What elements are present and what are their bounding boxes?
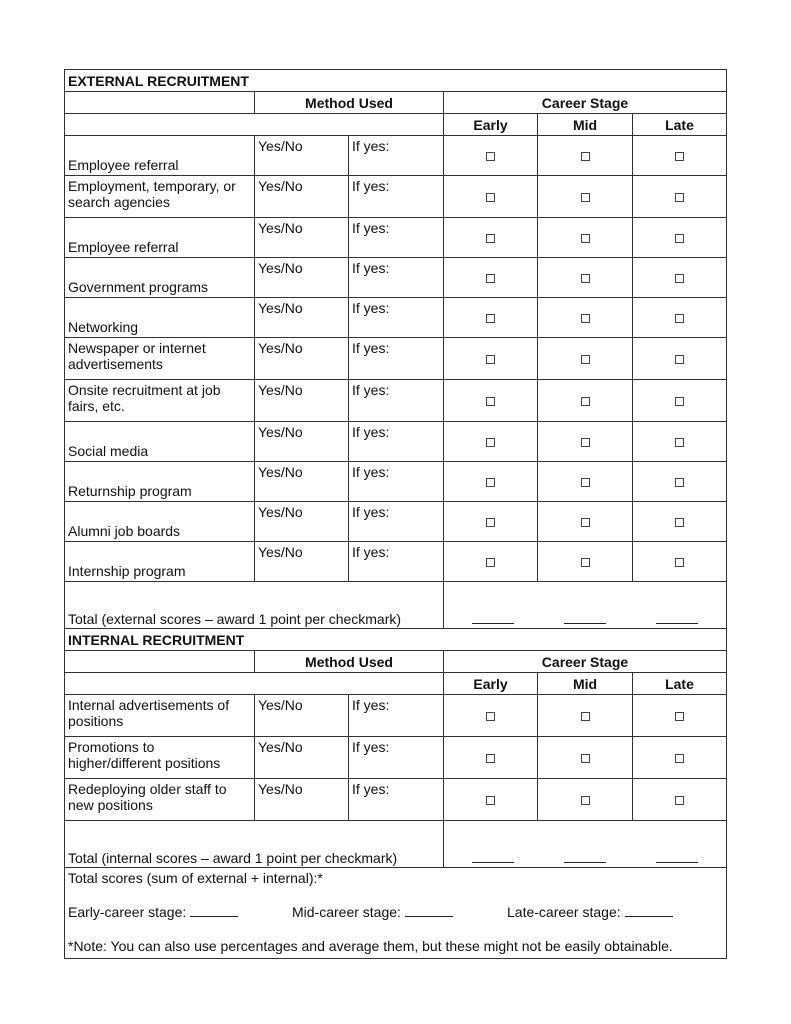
early-checkbox[interactable] xyxy=(486,274,495,283)
external-total-late-field[interactable] xyxy=(656,623,698,624)
stage-late-header: Late xyxy=(633,114,727,136)
yes-no-field[interactable]: Yes/No xyxy=(255,176,349,218)
mid-checkbox-cell xyxy=(538,502,633,542)
late-checkbox[interactable] xyxy=(675,274,684,283)
method-label: Employee referral xyxy=(65,218,255,258)
table-row xyxy=(65,176,727,218)
mid-stage-field[interactable] xyxy=(405,916,453,917)
table-row xyxy=(65,338,727,380)
external-section-title: EXTERNAL RECRUITMENT xyxy=(65,70,727,92)
blank-subheader-cell xyxy=(65,673,444,695)
table-row xyxy=(65,502,727,542)
table-row xyxy=(65,542,727,582)
mid-checkbox[interactable] xyxy=(581,397,590,406)
early-checkbox-cell xyxy=(444,542,538,582)
table-row xyxy=(65,737,727,779)
late-checkbox[interactable] xyxy=(675,193,684,202)
late-checkbox-cell xyxy=(633,737,727,779)
mid-checkbox[interactable] xyxy=(581,518,590,527)
late-checkbox-cell xyxy=(633,779,727,821)
mid-checkbox[interactable] xyxy=(581,193,590,202)
yes-no-field[interactable]: Yes/No xyxy=(255,695,349,737)
late-checkbox-cell xyxy=(633,380,727,422)
early-checkbox[interactable] xyxy=(486,518,495,527)
career-stage-header: Career Stage xyxy=(444,651,727,673)
late-checkbox[interactable] xyxy=(675,397,684,406)
table-row xyxy=(65,218,727,258)
method-label: Internship program xyxy=(65,542,255,582)
mid-checkbox-cell xyxy=(538,737,633,779)
method-label: Newspaper or internet advertisements xyxy=(65,338,255,380)
table-row xyxy=(65,779,727,821)
mid-checkbox-cell xyxy=(538,380,633,422)
early-checkbox-cell xyxy=(444,422,538,462)
mid-checkbox[interactable] xyxy=(581,314,590,323)
early-checkbox-cell xyxy=(444,502,538,542)
table-row xyxy=(65,258,727,298)
mid-checkbox-cell xyxy=(538,695,633,737)
late-checkbox-cell xyxy=(633,542,727,582)
yes-no-field[interactable]: Yes/No xyxy=(255,298,349,338)
late-checkbox-cell xyxy=(633,462,727,502)
late-checkbox[interactable] xyxy=(675,478,684,487)
method-label: Onsite recruitment at job fairs, etc. xyxy=(65,380,255,422)
early-checkbox[interactable] xyxy=(486,314,495,323)
mid-checkbox[interactable] xyxy=(581,558,590,567)
mid-checkbox[interactable] xyxy=(581,274,590,283)
method-label: Employment, temporary, or search agencies xyxy=(65,176,255,218)
yes-no-field[interactable]: Yes/No xyxy=(255,218,349,258)
late-checkbox[interactable] xyxy=(675,234,684,243)
early-checkbox-cell xyxy=(444,380,538,422)
early-checkbox-cell xyxy=(444,176,538,218)
late-checkbox-cell xyxy=(633,218,727,258)
early-checkbox-cell xyxy=(444,298,538,338)
late-checkbox[interactable] xyxy=(675,796,684,805)
method-label: Social media xyxy=(65,422,255,462)
table-row xyxy=(65,136,727,176)
early-checkbox[interactable] xyxy=(486,796,495,805)
early-checkbox-cell xyxy=(444,695,538,737)
early-checkbox-cell xyxy=(444,462,538,502)
yes-no-field[interactable]: Yes/No xyxy=(255,136,349,176)
early-checkbox-cell xyxy=(444,779,538,821)
mid-checkbox-cell xyxy=(538,218,633,258)
recruitment-scoring-table xyxy=(64,69,727,959)
method-label: Promotions to higher/different positions xyxy=(65,737,255,779)
table-row xyxy=(65,380,727,422)
blank-subheader-cell xyxy=(65,114,444,136)
mid-checkbox[interactable] xyxy=(581,712,590,721)
yes-no-field[interactable]: Yes/No xyxy=(255,338,349,380)
if-yes-field[interactable]: If yes: xyxy=(349,176,444,218)
external-total-label: Total (external scores – award 1 point per checkmark) xyxy=(65,582,444,629)
late-checkbox-cell xyxy=(633,502,727,542)
early-checkbox[interactable] xyxy=(486,355,495,364)
if-yes-field[interactable]: If yes: xyxy=(349,502,444,542)
late-checkbox[interactable] xyxy=(675,558,684,567)
if-yes-field[interactable]: If yes: xyxy=(349,298,444,338)
mid-checkbox-cell xyxy=(538,462,633,502)
early-checkbox[interactable] xyxy=(486,712,495,721)
mid-checkbox[interactable] xyxy=(581,438,590,447)
early-checkbox-cell xyxy=(444,338,538,380)
internal-total-early-field[interactable] xyxy=(472,862,514,863)
blank-header-cell xyxy=(65,651,255,673)
mid-checkbox-cell xyxy=(538,136,633,176)
if-yes-field[interactable]: If yes: xyxy=(349,338,444,380)
mid-checkbox[interactable] xyxy=(581,355,590,364)
method-label: Government programs xyxy=(65,258,255,298)
mid-checkbox[interactable] xyxy=(581,754,590,763)
method-label: Employee referral xyxy=(65,136,255,176)
stage-early-header: Early xyxy=(444,114,538,136)
internal-total-label: Total (internal scores – award 1 point per checkmark) xyxy=(65,821,444,868)
stage-late-header: Late xyxy=(633,673,727,695)
early-stage-label: Early-career stage: xyxy=(68,904,187,920)
if-yes-field[interactable]: If yes: xyxy=(349,422,444,462)
late-checkbox-cell xyxy=(633,176,727,218)
early-checkbox-cell xyxy=(444,136,538,176)
internal-section-title: INTERNAL RECRUITMENT xyxy=(65,629,727,651)
early-checkbox[interactable] xyxy=(486,234,495,243)
early-checkbox[interactable] xyxy=(486,478,495,487)
if-yes-field[interactable]: If yes: xyxy=(349,258,444,298)
if-yes-field[interactable]: If yes: xyxy=(349,542,444,582)
yes-no-field[interactable]: Yes/No xyxy=(255,737,349,779)
yes-no-field[interactable]: Yes/No xyxy=(255,462,349,502)
yes-no-field[interactable]: Yes/No xyxy=(255,422,349,462)
late-checkbox[interactable] xyxy=(675,152,684,161)
method-label: Alumni job boards xyxy=(65,502,255,542)
if-yes-field[interactable]: If yes: xyxy=(349,380,444,422)
early-stage-field[interactable] xyxy=(190,916,238,917)
early-checkbox[interactable] xyxy=(486,754,495,763)
early-checkbox-cell xyxy=(444,258,538,298)
late-stage-label: Late-career stage: xyxy=(507,904,621,920)
late-checkbox-cell xyxy=(633,136,727,176)
stage-totals xyxy=(68,904,723,920)
early-checkbox-cell xyxy=(444,737,538,779)
yes-no-field[interactable]: Yes/No xyxy=(255,502,349,542)
mid-checkbox[interactable] xyxy=(581,152,590,161)
early-checkbox[interactable] xyxy=(486,438,495,447)
late-checkbox[interactable] xyxy=(675,754,684,763)
late-checkbox-cell xyxy=(633,298,727,338)
mid-checkbox-cell xyxy=(538,542,633,582)
method-label: Networking xyxy=(65,298,255,338)
method-used-header: Method Used xyxy=(255,92,444,114)
late-checkbox[interactable] xyxy=(675,712,684,721)
if-yes-field[interactable]: If yes: xyxy=(349,462,444,502)
table-row xyxy=(65,462,727,502)
yes-no-field[interactable]: Yes/No xyxy=(255,779,349,821)
table-row xyxy=(65,298,727,338)
if-yes-field[interactable]: If yes: xyxy=(349,136,444,176)
late-checkbox[interactable] xyxy=(675,438,684,447)
mid-checkbox[interactable] xyxy=(581,478,590,487)
if-yes-field[interactable]: If yes: xyxy=(349,737,444,779)
early-checkbox[interactable] xyxy=(486,152,495,161)
stage-early-header: Early xyxy=(444,673,538,695)
summary-heading: Total scores (sum of external + internal):* xyxy=(68,870,323,886)
late-checkbox-cell xyxy=(633,258,727,298)
summary-cell xyxy=(65,868,727,959)
late-checkbox[interactable] xyxy=(675,314,684,323)
table-row xyxy=(65,422,727,462)
blank-header-cell xyxy=(65,92,255,114)
late-checkbox-cell xyxy=(633,695,727,737)
mid-checkbox-cell xyxy=(538,176,633,218)
mid-checkbox[interactable] xyxy=(581,234,590,243)
yes-no-field[interactable]: Yes/No xyxy=(255,258,349,298)
method-label: Redeploying older staff to new positions xyxy=(65,779,255,821)
late-stage-field[interactable] xyxy=(625,916,673,917)
mid-checkbox-cell xyxy=(538,338,633,380)
stage-mid-header: Mid xyxy=(538,673,633,695)
summary-note: *Note: You can also use percentages and average them, but these might not be easily obtainable. xyxy=(68,938,673,954)
late-checkbox-cell xyxy=(633,422,727,462)
internal-total-late-field[interactable] xyxy=(656,862,698,863)
late-checkbox-cell xyxy=(633,338,727,380)
if-yes-field[interactable]: If yes: xyxy=(349,218,444,258)
late-checkbox[interactable] xyxy=(675,518,684,527)
career-stage-header: Career Stage xyxy=(444,92,727,114)
yes-no-field[interactable]: Yes/No xyxy=(255,542,349,582)
if-yes-field[interactable]: If yes: xyxy=(349,779,444,821)
external-total-blanks xyxy=(444,582,727,629)
if-yes-field[interactable]: If yes: xyxy=(349,695,444,737)
mid-checkbox-cell xyxy=(538,258,633,298)
table-row xyxy=(65,695,727,737)
stage-mid-header: Mid xyxy=(538,114,633,136)
method-label: Returnship program xyxy=(65,462,255,502)
internal-total-blanks xyxy=(444,821,727,868)
early-checkbox[interactable] xyxy=(486,193,495,202)
early-checkbox[interactable] xyxy=(486,558,495,567)
method-label: Internal advertisements of positions xyxy=(65,695,255,737)
mid-checkbox-cell xyxy=(538,779,633,821)
internal-total-mid-field[interactable] xyxy=(564,862,606,863)
early-checkbox-cell xyxy=(444,218,538,258)
mid-checkbox-cell xyxy=(538,298,633,338)
early-checkbox[interactable] xyxy=(486,397,495,406)
external-total-mid-field[interactable] xyxy=(564,623,606,624)
mid-checkbox[interactable] xyxy=(581,796,590,805)
late-checkbox[interactable] xyxy=(675,355,684,364)
mid-checkbox-cell xyxy=(538,422,633,462)
yes-no-field[interactable]: Yes/No xyxy=(255,380,349,422)
external-total-early-field[interactable] xyxy=(472,623,514,624)
method-used-header: Method Used xyxy=(255,651,444,673)
mid-stage-label: Mid-career stage: xyxy=(292,904,401,920)
